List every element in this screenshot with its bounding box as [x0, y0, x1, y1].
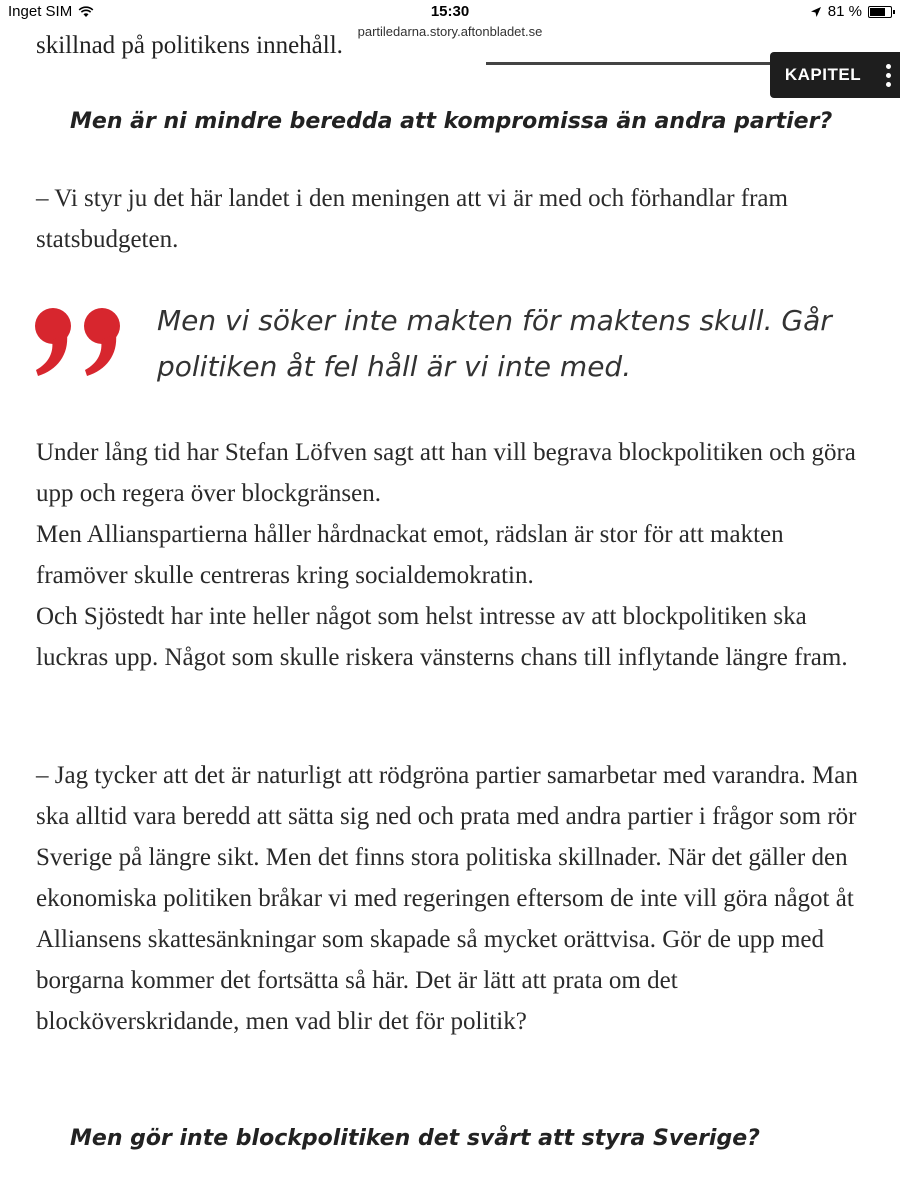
cutoff-text — [36, 28, 456, 62]
cutoff-text-content: skillnad på politikens innehåll. — [36, 32, 343, 59]
battery-percent: 81 % — [827, 3, 862, 20]
body-sentence: Under lång tid har Stefan Löfven sagt att han vill begrava blockpolitiken och göra upp och regera över blockgränsen. — [36, 439, 856, 507]
interview-question: Men gör inte blockpolitiken det svårt att styra Sverige? — [70, 1126, 760, 1151]
status-bar — [0, 0, 900, 24]
body-sentence: Men Allianspartierna håller hårdnackat emot, rädslan är stor för att makten framöver skulle centreras kring socialdemokratin. — [36, 521, 784, 589]
quote-mark-icon — [32, 300, 128, 380]
more-options-icon[interactable] — [876, 52, 900, 98]
clock: 15:30 — [430, 3, 470, 20]
answer-paragraph: – Vi styr ju det här landet i den meningen att vi är med och förhandlar fram statsbudgeten. — [36, 185, 788, 253]
url-bar[interactable]: partiledarna.story.aftonbladet.se — [0, 24, 900, 44]
carrier-label: Inget SIM — [8, 3, 73, 20]
chapter-button[interactable]: KAPITEL — [770, 52, 876, 98]
battery-icon — [868, 6, 892, 18]
interview-question: Men är ni mindre beredda att kompromissa än andra partier? — [70, 109, 833, 134]
body-paragraph — [36, 432, 866, 678]
body-sentence: Och Sjöstedt har inte heller något som helst intresse av att blockpolitiken ska luckras upp. Något som skulle riskera vänsterns chans till inflytande längre fram. — [36, 603, 848, 671]
location-arrow-icon — [810, 6, 822, 18]
pull-quote: Men vi söker inte makten för maktens skull. Går politiken åt fel håll är vi inte med. — [157, 304, 832, 383]
battery-fill — [870, 8, 885, 16]
status-right — [810, 3, 892, 20]
answer-paragraph: – Jag tycker att det är naturligt att rödgröna partier samarbetar med varandra. Man ska alltid vara beredd att sätta sig ned och prata med andra partier i frågor som rör Sverige på längre sikt. Men det finns stora politiska skillnader. När det gäller den ekonomiska politiken bråkar vi med regeringen eftersom de inte vill göra något åt Alliansens skattesänkningar som skapade så mycket orättvisa. Gör de upp med borgarna kommer det fortsätta så här. Det är lätt att prata om det blocköverskridande, men vad blir det för politik? — [36, 762, 858, 1035]
